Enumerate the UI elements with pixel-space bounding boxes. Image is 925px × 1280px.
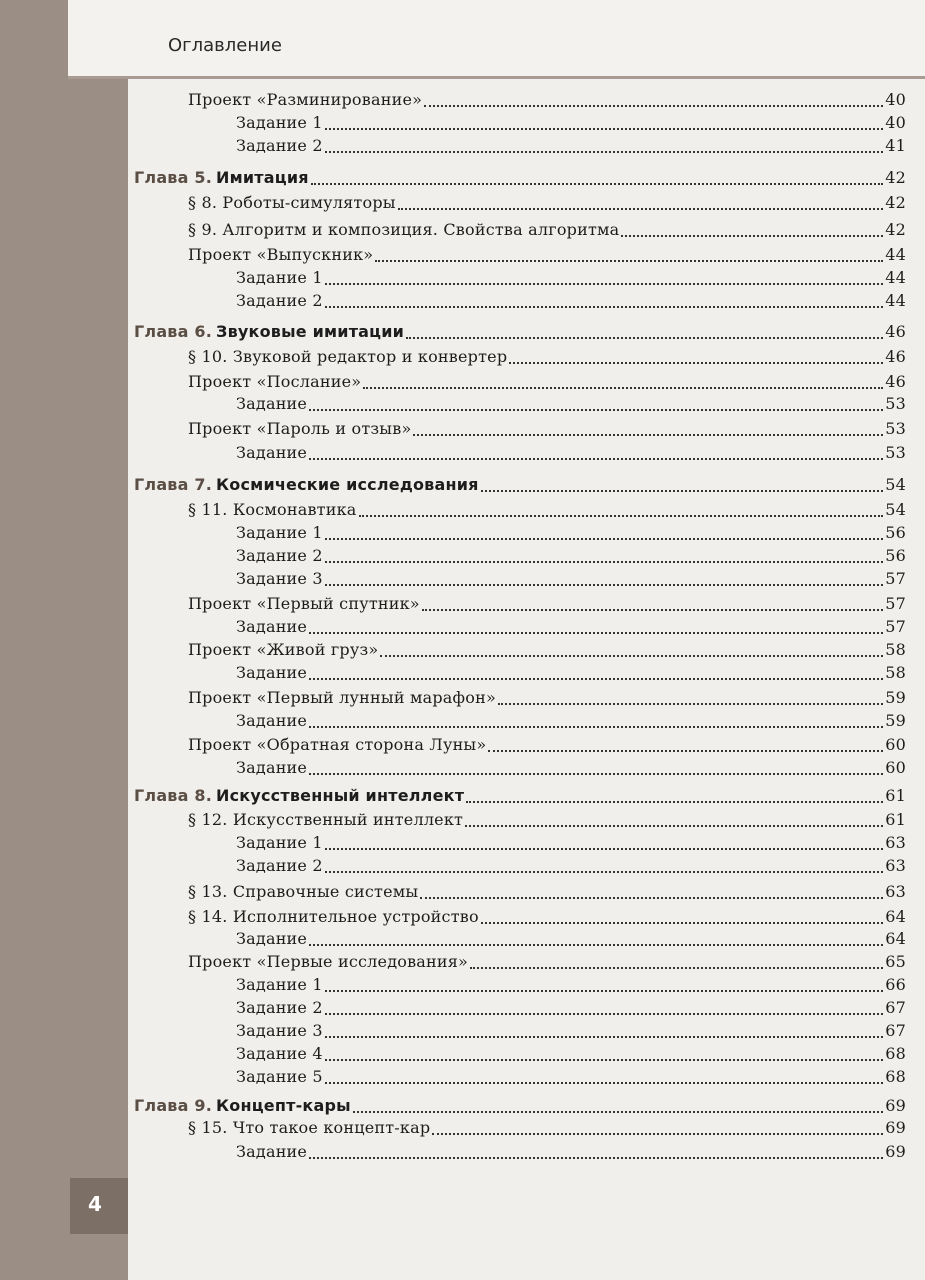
toc-row <box>188 907 906 929</box>
toc-entry-title: Проект «Первый спутник» <box>188 594 420 613</box>
toc-entry-title: § 9. Алгоритм и композиция. Свойства алгоритма <box>188 220 620 239</box>
toc-page-number: 64 <box>885 907 906 926</box>
toc-row <box>236 136 906 158</box>
dot-leader <box>363 377 883 389</box>
dot-leader <box>325 861 883 873</box>
toc-entry-title: Задание <box>236 394 308 413</box>
toc-row <box>236 998 906 1020</box>
toc-page-number: 56 <box>885 546 906 565</box>
toc-entry-title: § 12. Искусственный интеллект <box>188 810 464 829</box>
toc-entry-title: Задание <box>236 663 308 682</box>
toc-row <box>236 113 906 135</box>
toc-page-number: 61 <box>885 810 906 829</box>
toc-entry-title: Задание 2 <box>236 546 323 565</box>
toc-page-number: 56 <box>885 523 906 542</box>
toc-chapter-row <box>134 786 906 808</box>
dot-leader <box>621 225 883 237</box>
toc-entry-title: Концепт-кары <box>216 1096 351 1115</box>
toc-page-number: 53 <box>885 419 906 438</box>
dot-leader <box>325 980 883 992</box>
toc-page-number: 42 <box>885 220 906 239</box>
toc-entry-title: Проект «Послание» <box>188 372 362 391</box>
toc-entry-title: Задание 1 <box>236 975 323 994</box>
toc-page-number: 63 <box>885 882 906 901</box>
toc-entry-title: Искусственный интеллект <box>216 786 465 805</box>
toc-page-number: 46 <box>885 322 906 341</box>
toc-row <box>236 523 906 545</box>
dot-leader <box>466 791 883 803</box>
toc-chapter-label: Глава 7. <box>134 475 213 494</box>
toc-entry-title: § 8. Роботы-симуляторы <box>188 193 396 212</box>
dot-leader <box>309 934 883 946</box>
dot-leader <box>325 141 883 153</box>
dot-leader <box>420 887 883 899</box>
toc-page-number: 57 <box>885 617 906 636</box>
dot-leader <box>406 327 883 339</box>
toc-row <box>236 546 906 568</box>
toc-page-number: 67 <box>885 1021 906 1040</box>
toc-row <box>236 758 906 780</box>
dot-leader <box>311 173 884 185</box>
dot-leader <box>309 716 883 728</box>
dot-leader <box>509 352 883 364</box>
dot-leader <box>422 599 883 611</box>
toc-entry-title: Задание 1 <box>236 833 323 852</box>
dot-leader <box>309 1147 883 1159</box>
toc-entry-title: Задание 1 <box>236 113 323 132</box>
toc-row <box>188 1118 906 1140</box>
toc-row <box>188 735 906 757</box>
toc-row <box>236 394 906 416</box>
dot-leader <box>398 198 884 210</box>
dot-leader <box>325 1049 883 1061</box>
toc-page-number: 44 <box>885 291 906 310</box>
toc-row <box>236 617 906 639</box>
toc-page-number: 46 <box>885 372 906 391</box>
toc-row <box>236 1044 906 1066</box>
page-number: 4 <box>88 1192 102 1216</box>
toc-page-number: 65 <box>885 952 906 971</box>
toc-page-number: 59 <box>885 711 906 730</box>
toc-page-number: 46 <box>885 347 906 366</box>
dot-leader <box>488 740 883 752</box>
toc-chapter-label: Глава 6. <box>134 322 213 341</box>
toc-entry-title: Проект «Первые исследования» <box>188 952 469 971</box>
dot-leader <box>325 118 883 130</box>
toc-entry-title: § 10. Звуковой редактор и конвертер <box>188 347 508 366</box>
toc-row <box>236 291 906 313</box>
toc-row <box>236 569 906 591</box>
toc-entry-title: Задание <box>236 617 308 636</box>
dot-leader <box>413 424 883 436</box>
toc-entry-title: § 11. Космонавтика <box>188 500 357 519</box>
toc-row <box>236 929 906 951</box>
toc-chapter-row <box>134 1096 906 1118</box>
toc-entry-title: Задание 2 <box>236 136 323 155</box>
dot-leader <box>498 693 883 705</box>
toc-row <box>188 594 906 616</box>
toc-row <box>188 810 906 832</box>
dot-leader <box>481 480 884 492</box>
toc-entry-title: Задание <box>236 1142 308 1161</box>
toc-row <box>188 347 906 369</box>
toc-page-number: 54 <box>885 500 906 519</box>
toc-entry-title: § 15. Что такое концепт-кар <box>188 1118 431 1137</box>
dot-leader <box>325 296 883 308</box>
toc-page-number: 69 <box>885 1142 906 1161</box>
toc-page-number: 57 <box>885 594 906 613</box>
toc-entry-title: Проект «Разминирование» <box>188 90 423 109</box>
toc-row <box>188 372 906 394</box>
toc-page-number: 40 <box>885 90 906 109</box>
toc-chapter-label: Глава 8. <box>134 786 213 805</box>
toc-row <box>236 268 906 290</box>
dot-leader <box>309 622 883 634</box>
toc-row <box>236 443 906 465</box>
toc-page-number: 69 <box>885 1096 906 1115</box>
toc-row <box>188 500 906 522</box>
dot-leader <box>309 399 883 411</box>
toc-row <box>236 663 906 685</box>
toc-entry-title: Задание 3 <box>236 569 323 588</box>
toc-row <box>188 90 906 112</box>
toc-page-number: 41 <box>885 136 906 155</box>
dot-leader <box>470 957 883 969</box>
dot-leader <box>325 1003 883 1015</box>
toc-entry-title: Задание 2 <box>236 856 323 875</box>
toc-row <box>236 1142 906 1164</box>
toc-entry-title: § 14. Исполнительное устройство <box>188 907 479 926</box>
toc-entry-title: § 13. Справочные системы <box>188 882 419 901</box>
toc-row <box>236 1067 906 1089</box>
toc-page-number: 68 <box>885 1067 906 1086</box>
dot-leader <box>325 273 883 285</box>
toc-entry-title: Задание <box>236 929 308 948</box>
toc-row <box>188 952 906 974</box>
toc-entry-title: Имитация <box>216 168 309 187</box>
toc-page-number: 53 <box>885 443 906 462</box>
dot-leader <box>465 815 883 827</box>
toc-page-number: 53 <box>885 394 906 413</box>
toc-row <box>188 419 906 441</box>
toc-row <box>236 711 906 733</box>
toc-page-number: 66 <box>885 975 906 994</box>
toc-page-number: 60 <box>885 758 906 777</box>
toc-page-number: 42 <box>885 168 906 187</box>
toc-page-number: 54 <box>885 475 906 494</box>
toc-page-number: 42 <box>885 193 906 212</box>
toc-row <box>188 245 906 267</box>
dot-leader <box>325 1026 883 1038</box>
toc-entry-title: Задание 5 <box>236 1067 323 1086</box>
toc-page-number: 67 <box>885 998 906 1017</box>
toc-entry-title: Проект «Выпускник» <box>188 245 374 264</box>
toc-row <box>236 975 906 997</box>
toc-page-number: 60 <box>885 735 906 754</box>
toc-entry-title: Задание 4 <box>236 1044 323 1063</box>
toc-page-number: 58 <box>885 663 906 682</box>
dot-leader <box>325 574 883 586</box>
toc-entry-title: Космические исследования <box>216 475 479 494</box>
toc-page-number: 69 <box>885 1118 906 1137</box>
toc-row <box>188 882 906 904</box>
toc-row <box>188 193 906 215</box>
toc-page-number: 58 <box>885 640 906 659</box>
toc-page-number: 61 <box>885 786 906 805</box>
dot-leader <box>353 1101 883 1113</box>
dot-leader <box>309 448 883 460</box>
toc-page-number: 57 <box>885 569 906 588</box>
toc-entry-title: Задание 1 <box>236 268 323 287</box>
toc-page-number: 68 <box>885 1044 906 1063</box>
toc-entry-title: Задание <box>236 758 308 777</box>
toc-row <box>236 856 906 878</box>
dot-leader <box>309 668 883 680</box>
page-title: Оглавление <box>168 35 282 56</box>
toc-entry-title: Звуковые имитации <box>216 322 405 341</box>
toc-chapter-row <box>134 168 906 190</box>
toc-page-number: 63 <box>885 833 906 852</box>
toc-chapter-label: Глава 5. <box>134 168 213 187</box>
toc-row <box>236 833 906 855</box>
toc-row <box>188 688 906 710</box>
dot-leader <box>325 528 883 540</box>
toc-entry-title: Проект «Обратная сторона Луны» <box>188 735 487 754</box>
toc-chapter-label: Глава 9. <box>134 1096 213 1115</box>
dot-leader <box>481 912 883 924</box>
toc-entry-title: Задание 1 <box>236 523 323 542</box>
dot-leader <box>432 1123 883 1135</box>
toc-row <box>188 220 906 242</box>
toc-row <box>236 1021 906 1043</box>
toc-page-number: 44 <box>885 245 906 264</box>
toc-chapter-row <box>134 475 906 497</box>
dot-leader <box>325 838 883 850</box>
dot-leader <box>359 505 884 517</box>
toc-page-number: 44 <box>885 268 906 287</box>
toc-row <box>188 640 906 662</box>
toc-entry-title: Задание <box>236 711 308 730</box>
toc-page-number: 64 <box>885 929 906 948</box>
dot-leader <box>325 551 883 563</box>
toc-entry-title: Проект «Живой груз» <box>188 640 379 659</box>
dot-leader <box>325 1072 883 1084</box>
dot-leader <box>380 645 883 657</box>
dot-leader <box>375 250 883 262</box>
dot-leader <box>309 763 883 775</box>
dot-leader <box>424 95 883 107</box>
toc-entry-title: Задание 3 <box>236 1021 323 1040</box>
toc-entry-title: Задание 2 <box>236 998 323 1017</box>
toc-entry-title: Задание 2 <box>236 291 323 310</box>
toc-page-number: 59 <box>885 688 906 707</box>
toc-entry-title: Задание <box>236 443 308 462</box>
toc-entry-title: Проект «Пароль и отзыв» <box>188 419 412 438</box>
toc-page-number: 40 <box>885 113 906 132</box>
toc-page-number: 63 <box>885 856 906 875</box>
toc-entry-title: Проект «Первый лунный марафон» <box>188 688 496 707</box>
toc-chapter-row <box>134 322 906 344</box>
